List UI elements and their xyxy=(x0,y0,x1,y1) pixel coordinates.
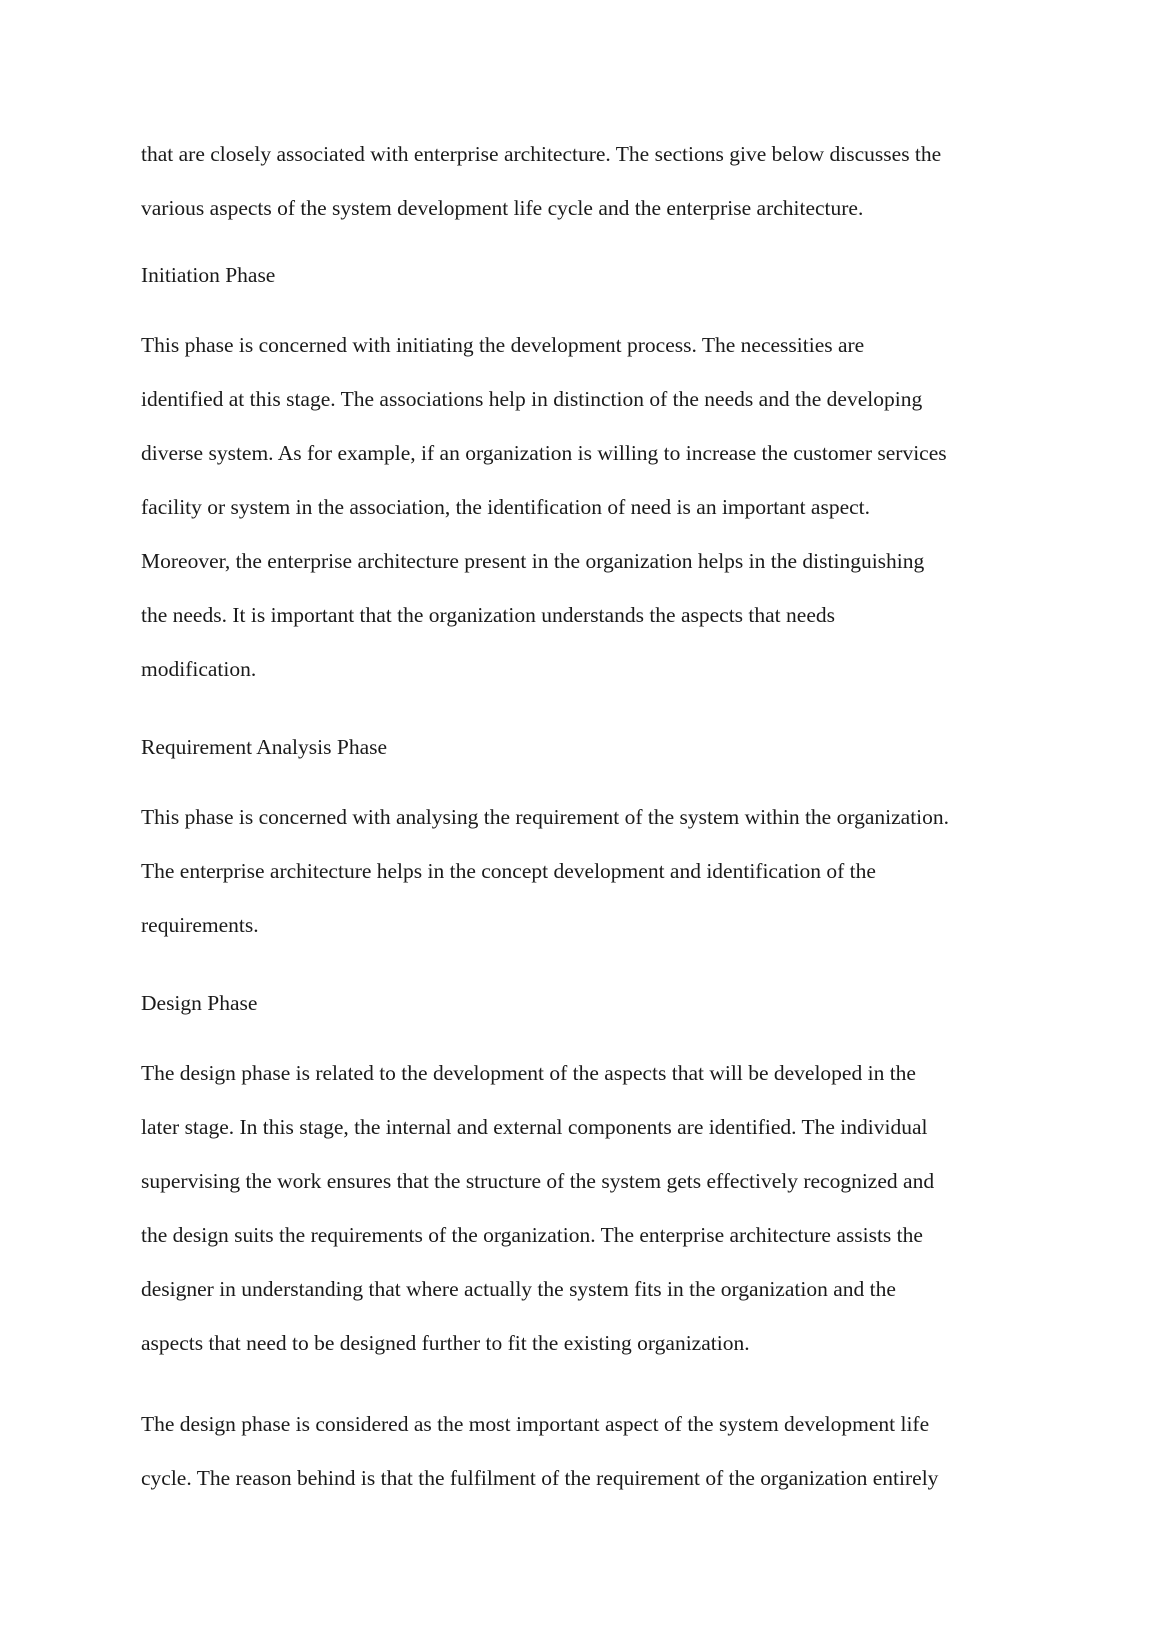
text-line: requirements. xyxy=(141,913,259,937)
design-paragraph-2 xyxy=(141,1397,1041,1505)
section-heading-design xyxy=(141,976,1041,1030)
initiation-paragraph xyxy=(141,318,1041,696)
text-line: identified at this stage. The associations help in distinction of the needs and the developing xyxy=(141,387,923,411)
text-line: later stage. In this stage, the internal and external components are identified. The individual xyxy=(141,1115,928,1139)
text-line: cycle. The reason behind is that the fulfilment of the requirement of the organization entirely xyxy=(141,1466,939,1490)
text-line: The enterprise architecture helps in the concept development and identification of the xyxy=(141,859,876,883)
text-line: The design phase is related to the development of the aspects that will be developed in the xyxy=(141,1061,916,1085)
text-line: the design suits the requirements of the organization. The enterprise architecture assists the xyxy=(141,1223,923,1247)
section-heading-requirement-analysis xyxy=(141,720,1041,774)
text-line: various aspects of the system development life cycle and the enterprise architecture. xyxy=(141,196,864,220)
section-heading: Initiation Phase xyxy=(141,263,276,287)
requirement-analysis-paragraph xyxy=(141,790,1041,952)
text-line: This phase is concerned with analysing the requirement of the system within the organization. xyxy=(141,805,950,829)
section-heading: Design Phase xyxy=(141,991,258,1015)
text-line: This phase is concerned with initiating the development process. The necessities are xyxy=(141,333,865,357)
text-line: diverse system. As for example, if an organization is willing to increase the customer services xyxy=(141,441,947,465)
design-paragraph-1 xyxy=(141,1046,1041,1370)
text-line: modification. xyxy=(141,657,257,681)
text-line: the needs. It is important that the organization understands the aspects that needs xyxy=(141,603,835,627)
text-line: aspects that need to be designed further to fit the existing organization. xyxy=(141,1331,750,1355)
text-line: The design phase is considered as the most important aspect of the system development life xyxy=(141,1412,930,1436)
intro-paragraph xyxy=(141,127,1041,235)
text-line: supervising the work ensures that the structure of the system gets effectively recognized and xyxy=(141,1169,935,1193)
text-line: that are closely associated with enterprise architecture. The sections give below discusses the xyxy=(141,142,942,166)
section-heading: Requirement Analysis Phase xyxy=(141,735,388,759)
text-line: facility or system in the association, the identification of need is an important aspect. xyxy=(141,495,871,519)
text-line: Moreover, the enterprise architecture present in the organization helps in the distinguishing xyxy=(141,549,925,573)
section-heading-initiation xyxy=(141,248,1041,302)
text-line: designer in understanding that where actually the system fits in the organization and the xyxy=(141,1277,896,1301)
